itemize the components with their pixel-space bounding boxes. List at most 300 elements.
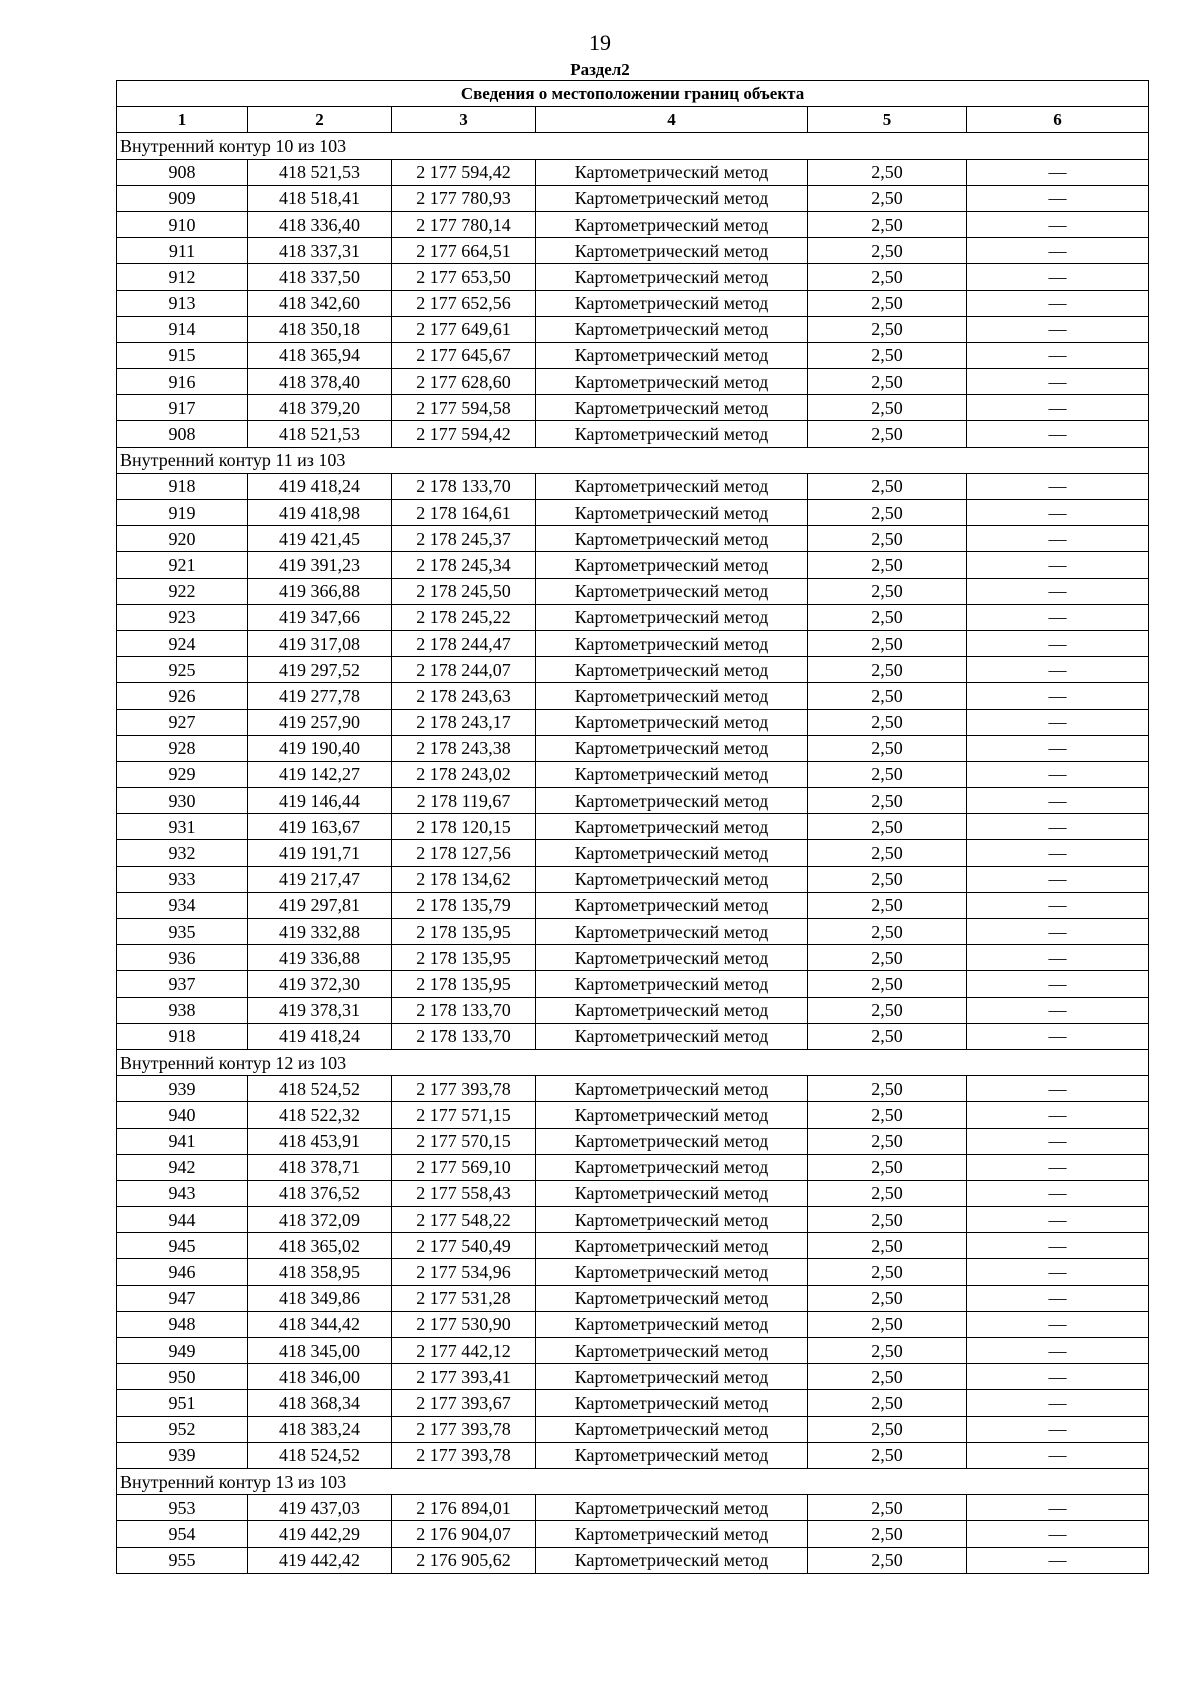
table-row <box>117 1364 1149 1390</box>
method-cell: Картометрический метод <box>536 238 808 264</box>
y-coordinate-cell: 2 178 127,56 <box>392 840 536 866</box>
y-coordinate-cell: 2 177 530,90 <box>392 1311 536 1337</box>
x-coordinate-cell: 419 257,90 <box>248 709 392 735</box>
description-cell: — <box>967 1233 1149 1259</box>
y-coordinate-cell: 2 178 243,17 <box>392 709 536 735</box>
table-row <box>117 264 1149 290</box>
table-row <box>117 290 1149 316</box>
y-coordinate-cell: 2 177 570,15 <box>392 1128 536 1154</box>
description-cell: — <box>967 159 1149 185</box>
accuracy-cell: 2,50 <box>808 342 967 368</box>
table-row <box>117 1521 1149 1547</box>
point-number-cell: 916 <box>117 369 248 395</box>
table-row <box>117 552 1149 578</box>
point-number-cell: 951 <box>117 1390 248 1416</box>
y-coordinate-cell: 2 178 245,34 <box>392 552 536 578</box>
x-coordinate-cell: 418 365,94 <box>248 342 392 368</box>
point-number-cell: 949 <box>117 1338 248 1364</box>
table-row <box>117 578 1149 604</box>
method-cell: Картометрический метод <box>536 788 808 814</box>
method-cell: Картометрический метод <box>536 1311 808 1337</box>
y-coordinate-cell: 2 177 780,14 <box>392 211 536 237</box>
y-coordinate-cell: 2 178 244,47 <box>392 630 536 656</box>
point-number-cell: 918 <box>117 1023 248 1049</box>
table-row <box>117 395 1149 421</box>
x-coordinate-cell: 419 437,03 <box>248 1495 392 1521</box>
accuracy-cell: 2,50 <box>808 1128 967 1154</box>
accuracy-cell: 2,50 <box>808 866 967 892</box>
x-coordinate-cell: 418 524,52 <box>248 1442 392 1468</box>
y-coordinate-cell: 2 178 135,95 <box>392 919 536 945</box>
accuracy-cell: 2,50 <box>808 211 967 237</box>
y-coordinate-cell: 2 177 780,93 <box>392 185 536 211</box>
x-coordinate-cell: 418 358,95 <box>248 1259 392 1285</box>
description-cell: — <box>967 1102 1149 1128</box>
y-coordinate-cell: 2 177 594,42 <box>392 421 536 447</box>
x-coordinate-cell: 418 345,00 <box>248 1338 392 1364</box>
accuracy-cell: 2,50 <box>808 840 967 866</box>
table-row <box>117 814 1149 840</box>
contour-group-title: Внутренний контур 11 из 103 <box>117 447 1149 473</box>
accuracy-cell: 2,50 <box>808 1547 967 1573</box>
method-cell: Картометрический метод <box>536 1364 808 1390</box>
contour-group-title: Внутренний контур 12 из 103 <box>117 1049 1149 1075</box>
x-coordinate-cell: 418 337,50 <box>248 264 392 290</box>
description-cell: — <box>967 1495 1149 1521</box>
accuracy-cell: 2,50 <box>808 290 967 316</box>
point-number-cell: 939 <box>117 1076 248 1102</box>
accuracy-cell: 2,50 <box>808 919 967 945</box>
x-coordinate-cell: 418 368,34 <box>248 1390 392 1416</box>
point-number-cell: 908 <box>117 421 248 447</box>
description-cell: — <box>967 185 1149 211</box>
description-cell: — <box>967 1338 1149 1364</box>
accuracy-cell: 2,50 <box>808 238 967 264</box>
x-coordinate-cell: 419 332,88 <box>248 919 392 945</box>
x-coordinate-cell: 418 521,53 <box>248 421 392 447</box>
x-coordinate-cell: 419 418,24 <box>248 1023 392 1049</box>
description-cell: — <box>967 945 1149 971</box>
x-coordinate-cell: 419 277,78 <box>248 683 392 709</box>
y-coordinate-cell: 2 177 653,50 <box>392 264 536 290</box>
method-cell: Картометрический метод <box>536 892 808 918</box>
description-cell: — <box>967 290 1149 316</box>
x-coordinate-cell: 418 372,09 <box>248 1207 392 1233</box>
description-cell: — <box>967 238 1149 264</box>
accuracy-cell: 2,50 <box>808 657 967 683</box>
description-cell: — <box>967 1259 1149 1285</box>
method-cell: Картометрический метод <box>536 1154 808 1180</box>
table-row <box>117 945 1149 971</box>
point-number-cell: 929 <box>117 761 248 787</box>
method-cell: Картометрический метод <box>536 1547 808 1573</box>
table-row <box>117 1311 1149 1337</box>
accuracy-cell: 2,50 <box>808 552 967 578</box>
x-coordinate-cell: 418 383,24 <box>248 1416 392 1442</box>
point-number-cell: 940 <box>117 1102 248 1128</box>
x-coordinate-cell: 419 391,23 <box>248 552 392 578</box>
table-row <box>117 919 1149 945</box>
point-number-cell: 947 <box>117 1285 248 1311</box>
y-coordinate-cell: 2 177 540,49 <box>392 1233 536 1259</box>
point-number-cell: 945 <box>117 1233 248 1259</box>
accuracy-cell: 2,50 <box>808 1442 967 1468</box>
point-number-cell: 931 <box>117 814 248 840</box>
method-cell: Картометрический метод <box>536 369 808 395</box>
method-cell: Картометрический метод <box>536 1442 808 1468</box>
description-cell: — <box>967 1311 1149 1337</box>
point-number-cell: 934 <box>117 892 248 918</box>
accuracy-cell: 2,50 <box>808 526 967 552</box>
accuracy-cell: 2,50 <box>808 945 967 971</box>
description-cell: — <box>967 709 1149 735</box>
y-coordinate-cell: 2 177 548,22 <box>392 1207 536 1233</box>
x-coordinate-cell: 418 365,02 <box>248 1233 392 1259</box>
point-number-cell: 917 <box>117 395 248 421</box>
method-cell: Картометрический метод <box>536 1390 808 1416</box>
description-cell: — <box>967 578 1149 604</box>
y-coordinate-cell: 2 178 120,15 <box>392 814 536 840</box>
method-cell: Картометрический метод <box>536 657 808 683</box>
x-coordinate-cell: 418 521,53 <box>248 159 392 185</box>
point-number-cell: 926 <box>117 683 248 709</box>
table-row <box>117 1390 1149 1416</box>
table-row <box>117 1259 1149 1285</box>
description-cell: — <box>967 1154 1149 1180</box>
method-cell: Картометрический метод <box>536 211 808 237</box>
point-number-cell: 933 <box>117 866 248 892</box>
table-row <box>117 866 1149 892</box>
y-coordinate-cell: 2 177 558,43 <box>392 1180 536 1206</box>
table-row <box>117 892 1149 918</box>
y-coordinate-cell: 2 178 245,50 <box>392 578 536 604</box>
table-row <box>117 1233 1149 1259</box>
x-coordinate-cell: 418 350,18 <box>248 316 392 342</box>
x-coordinate-cell: 418 346,00 <box>248 1364 392 1390</box>
table-row <box>117 238 1149 264</box>
y-coordinate-cell: 2 176 904,07 <box>392 1521 536 1547</box>
description-cell: — <box>967 735 1149 761</box>
description-cell: — <box>967 1547 1149 1573</box>
accuracy-cell: 2,50 <box>808 1076 967 1102</box>
accuracy-cell: 2,50 <box>808 604 967 630</box>
point-number-cell: 921 <box>117 552 248 578</box>
x-coordinate-cell: 419 317,08 <box>248 630 392 656</box>
table-row <box>117 1128 1149 1154</box>
table-row <box>117 709 1149 735</box>
column-number: 1 <box>117 107 248 133</box>
x-coordinate-cell: 419 378,31 <box>248 997 392 1023</box>
point-number-cell: 918 <box>117 473 248 499</box>
x-coordinate-cell: 418 344,42 <box>248 1311 392 1337</box>
point-number-cell: 912 <box>117 264 248 290</box>
description-cell: — <box>967 683 1149 709</box>
method-cell: Картометрический метод <box>536 395 808 421</box>
method-cell: Картометрический метод <box>536 1416 808 1442</box>
y-coordinate-cell: 2 178 135,79 <box>392 892 536 918</box>
accuracy-cell: 2,50 <box>808 159 967 185</box>
method-cell: Картометрический метод <box>536 840 808 866</box>
accuracy-cell: 2,50 <box>808 316 967 342</box>
method-cell: Картометрический метод <box>536 500 808 526</box>
y-coordinate-cell: 2 178 244,07 <box>392 657 536 683</box>
method-cell: Картометрический метод <box>536 264 808 290</box>
point-number-cell: 924 <box>117 630 248 656</box>
description-cell: — <box>967 761 1149 787</box>
table-row <box>117 1180 1149 1206</box>
table-row <box>117 526 1149 552</box>
x-coordinate-cell: 418 378,71 <box>248 1154 392 1180</box>
accuracy-cell: 2,50 <box>808 1521 967 1547</box>
x-coordinate-cell: 418 524,52 <box>248 1076 392 1102</box>
table-row <box>117 1547 1149 1573</box>
contour-group-row <box>117 1468 1149 1494</box>
y-coordinate-cell: 2 177 652,56 <box>392 290 536 316</box>
accuracy-cell: 2,50 <box>808 264 967 290</box>
method-cell: Картометрический метод <box>536 604 808 630</box>
method-cell: Картометрический метод <box>536 709 808 735</box>
description-cell: — <box>967 997 1149 1023</box>
table-row <box>117 1285 1149 1311</box>
description-cell: — <box>967 1285 1149 1311</box>
table-row <box>117 1338 1149 1364</box>
accuracy-cell: 2,50 <box>808 1364 967 1390</box>
description-cell: — <box>967 814 1149 840</box>
x-coordinate-cell: 418 376,52 <box>248 1180 392 1206</box>
y-coordinate-cell: 2 177 664,51 <box>392 238 536 264</box>
x-coordinate-cell: 419 421,45 <box>248 526 392 552</box>
x-coordinate-cell: 418 337,31 <box>248 238 392 264</box>
table-row <box>117 1154 1149 1180</box>
description-cell: — <box>967 1390 1149 1416</box>
description-cell: — <box>967 500 1149 526</box>
y-coordinate-cell: 2 176 905,62 <box>392 1547 536 1573</box>
accuracy-cell: 2,50 <box>808 1259 967 1285</box>
point-number-cell: 932 <box>117 840 248 866</box>
boundary-coordinates-table <box>116 80 1149 1574</box>
x-coordinate-cell: 419 347,66 <box>248 604 392 630</box>
y-coordinate-cell: 2 177 534,96 <box>392 1259 536 1285</box>
x-coordinate-cell: 419 372,30 <box>248 971 392 997</box>
x-coordinate-cell: 419 142,27 <box>248 761 392 787</box>
table-row <box>117 369 1149 395</box>
method-cell: Картометрический метод <box>536 552 808 578</box>
point-number-cell: 914 <box>117 316 248 342</box>
x-coordinate-cell: 418 336,40 <box>248 211 392 237</box>
x-coordinate-cell: 419 190,40 <box>248 735 392 761</box>
point-number-cell: 908 <box>117 159 248 185</box>
x-coordinate-cell: 419 146,44 <box>248 788 392 814</box>
accuracy-cell: 2,50 <box>808 185 967 211</box>
y-coordinate-cell: 2 178 243,63 <box>392 683 536 709</box>
accuracy-cell: 2,50 <box>808 788 967 814</box>
description-cell: — <box>967 788 1149 814</box>
y-coordinate-cell: 2 178 135,95 <box>392 971 536 997</box>
description-cell: — <box>967 1180 1149 1206</box>
y-coordinate-cell: 2 178 245,37 <box>392 526 536 552</box>
method-cell: Картометрический метод <box>536 342 808 368</box>
x-coordinate-cell: 419 442,29 <box>248 1521 392 1547</box>
description-cell: — <box>967 395 1149 421</box>
accuracy-cell: 2,50 <box>808 1233 967 1259</box>
x-coordinate-cell: 418 518,41 <box>248 185 392 211</box>
x-coordinate-cell: 419 366,88 <box>248 578 392 604</box>
table-row <box>117 1442 1149 1468</box>
description-cell: — <box>967 892 1149 918</box>
method-cell: Картометрический метод <box>536 1259 808 1285</box>
accuracy-cell: 2,50 <box>808 1416 967 1442</box>
description-cell: — <box>967 840 1149 866</box>
point-number-cell: 938 <box>117 997 248 1023</box>
method-cell: Картометрический метод <box>536 578 808 604</box>
point-number-cell: 948 <box>117 1311 248 1337</box>
table-row <box>117 473 1149 499</box>
table-row <box>117 1416 1149 1442</box>
column-number: 5 <box>808 107 967 133</box>
contour-group-title: Внутренний контур 13 из 103 <box>117 1468 1149 1494</box>
table-row <box>117 971 1149 997</box>
y-coordinate-cell: 2 177 393,78 <box>392 1416 536 1442</box>
point-number-cell: 953 <box>117 1495 248 1521</box>
description-cell: — <box>967 630 1149 656</box>
table-row <box>117 185 1149 211</box>
point-number-cell: 944 <box>117 1207 248 1233</box>
method-cell: Картометрический метод <box>536 1076 808 1102</box>
point-number-cell: 915 <box>117 342 248 368</box>
x-coordinate-cell: 419 336,88 <box>248 945 392 971</box>
point-number-cell: 954 <box>117 1521 248 1547</box>
method-cell: Картометрический метод <box>536 1207 808 1233</box>
description-cell: — <box>967 604 1149 630</box>
method-cell: Картометрический метод <box>536 1495 808 1521</box>
y-coordinate-cell: 2 177 393,41 <box>392 1364 536 1390</box>
y-coordinate-cell: 2 177 531,28 <box>392 1285 536 1311</box>
table-row <box>117 342 1149 368</box>
y-coordinate-cell: 2 177 393,78 <box>392 1076 536 1102</box>
accuracy-cell: 2,50 <box>808 892 967 918</box>
y-coordinate-cell: 2 177 628,60 <box>392 369 536 395</box>
description-cell: — <box>967 211 1149 237</box>
column-numbers-row <box>117 107 1149 133</box>
y-coordinate-cell: 2 177 393,78 <box>392 1442 536 1468</box>
y-coordinate-cell: 2 178 243,38 <box>392 735 536 761</box>
table-row <box>117 421 1149 447</box>
point-number-cell: 910 <box>117 211 248 237</box>
x-coordinate-cell: 419 191,71 <box>248 840 392 866</box>
accuracy-cell: 2,50 <box>808 1180 967 1206</box>
method-cell: Картометрический метод <box>536 1102 808 1128</box>
description-cell: — <box>967 971 1149 997</box>
accuracy-cell: 2,50 <box>808 578 967 604</box>
table-row <box>117 159 1149 185</box>
table-row <box>117 1495 1149 1521</box>
description-cell: — <box>967 1128 1149 1154</box>
x-coordinate-cell: 419 217,47 <box>248 866 392 892</box>
method-cell: Картометрический метод <box>536 761 808 787</box>
table-row <box>117 211 1149 237</box>
contour-group-row <box>117 1049 1149 1075</box>
x-coordinate-cell: 419 418,98 <box>248 500 392 526</box>
point-number-cell: 925 <box>117 657 248 683</box>
point-number-cell: 937 <box>117 971 248 997</box>
method-cell: Картометрический метод <box>536 526 808 552</box>
point-number-cell: 922 <box>117 578 248 604</box>
description-cell: — <box>967 1076 1149 1102</box>
x-coordinate-cell: 418 349,86 <box>248 1285 392 1311</box>
accuracy-cell: 2,50 <box>808 421 967 447</box>
y-coordinate-cell: 2 177 645,67 <box>392 342 536 368</box>
accuracy-cell: 2,50 <box>808 997 967 1023</box>
x-coordinate-cell: 418 379,20 <box>248 395 392 421</box>
y-coordinate-cell: 2 178 119,67 <box>392 788 536 814</box>
contour-group-title: Внутренний контур 10 из 103 <box>117 133 1149 159</box>
y-coordinate-cell: 2 178 135,95 <box>392 945 536 971</box>
point-number-cell: 923 <box>117 604 248 630</box>
table-body <box>117 81 1149 1574</box>
table-row <box>117 316 1149 342</box>
accuracy-cell: 2,50 <box>808 1390 967 1416</box>
table-row <box>117 1102 1149 1128</box>
y-coordinate-cell: 2 177 649,61 <box>392 316 536 342</box>
accuracy-cell: 2,50 <box>808 761 967 787</box>
accuracy-cell: 2,50 <box>808 1311 967 1337</box>
x-coordinate-cell: 418 378,40 <box>248 369 392 395</box>
description-cell: — <box>967 552 1149 578</box>
description-cell: — <box>967 1364 1149 1390</box>
column-number: 4 <box>536 107 808 133</box>
y-coordinate-cell: 2 177 594,58 <box>392 395 536 421</box>
point-number-cell: 909 <box>117 185 248 211</box>
y-coordinate-cell: 2 177 442,12 <box>392 1338 536 1364</box>
y-coordinate-cell: 2 178 164,61 <box>392 500 536 526</box>
description-cell: — <box>967 1207 1149 1233</box>
point-number-cell: 936 <box>117 945 248 971</box>
table-row <box>117 630 1149 656</box>
method-cell: Картометрический метод <box>536 683 808 709</box>
accuracy-cell: 2,50 <box>808 630 967 656</box>
description-cell: — <box>967 866 1149 892</box>
y-coordinate-cell: 2 178 134,62 <box>392 866 536 892</box>
description-cell: — <box>967 421 1149 447</box>
accuracy-cell: 2,50 <box>808 971 967 997</box>
accuracy-cell: 2,50 <box>808 683 967 709</box>
point-number-cell: 939 <box>117 1442 248 1468</box>
table-row <box>117 735 1149 761</box>
accuracy-cell: 2,50 <box>808 1154 967 1180</box>
method-cell: Картометрический метод <box>536 735 808 761</box>
y-coordinate-cell: 2 177 393,67 <box>392 1390 536 1416</box>
method-cell: Картометрический метод <box>536 1128 808 1154</box>
description-cell: — <box>967 316 1149 342</box>
accuracy-cell: 2,50 <box>808 735 967 761</box>
accuracy-cell: 2,50 <box>808 369 967 395</box>
accuracy-cell: 2,50 <box>808 473 967 499</box>
method-cell: Картометрический метод <box>536 159 808 185</box>
y-coordinate-cell: 2 176 894,01 <box>392 1495 536 1521</box>
point-number-cell: 911 <box>117 238 248 264</box>
table-row <box>117 1023 1149 1049</box>
method-cell: Картометрический метод <box>536 945 808 971</box>
point-number-cell: 928 <box>117 735 248 761</box>
section-title: Раздел2 <box>570 60 630 79</box>
description-cell: — <box>967 342 1149 368</box>
contour-group-row <box>117 133 1149 159</box>
table-row <box>117 788 1149 814</box>
table-row <box>117 1076 1149 1102</box>
description-cell: — <box>967 369 1149 395</box>
table-row <box>117 997 1149 1023</box>
method-cell: Картометрический метод <box>536 1233 808 1259</box>
